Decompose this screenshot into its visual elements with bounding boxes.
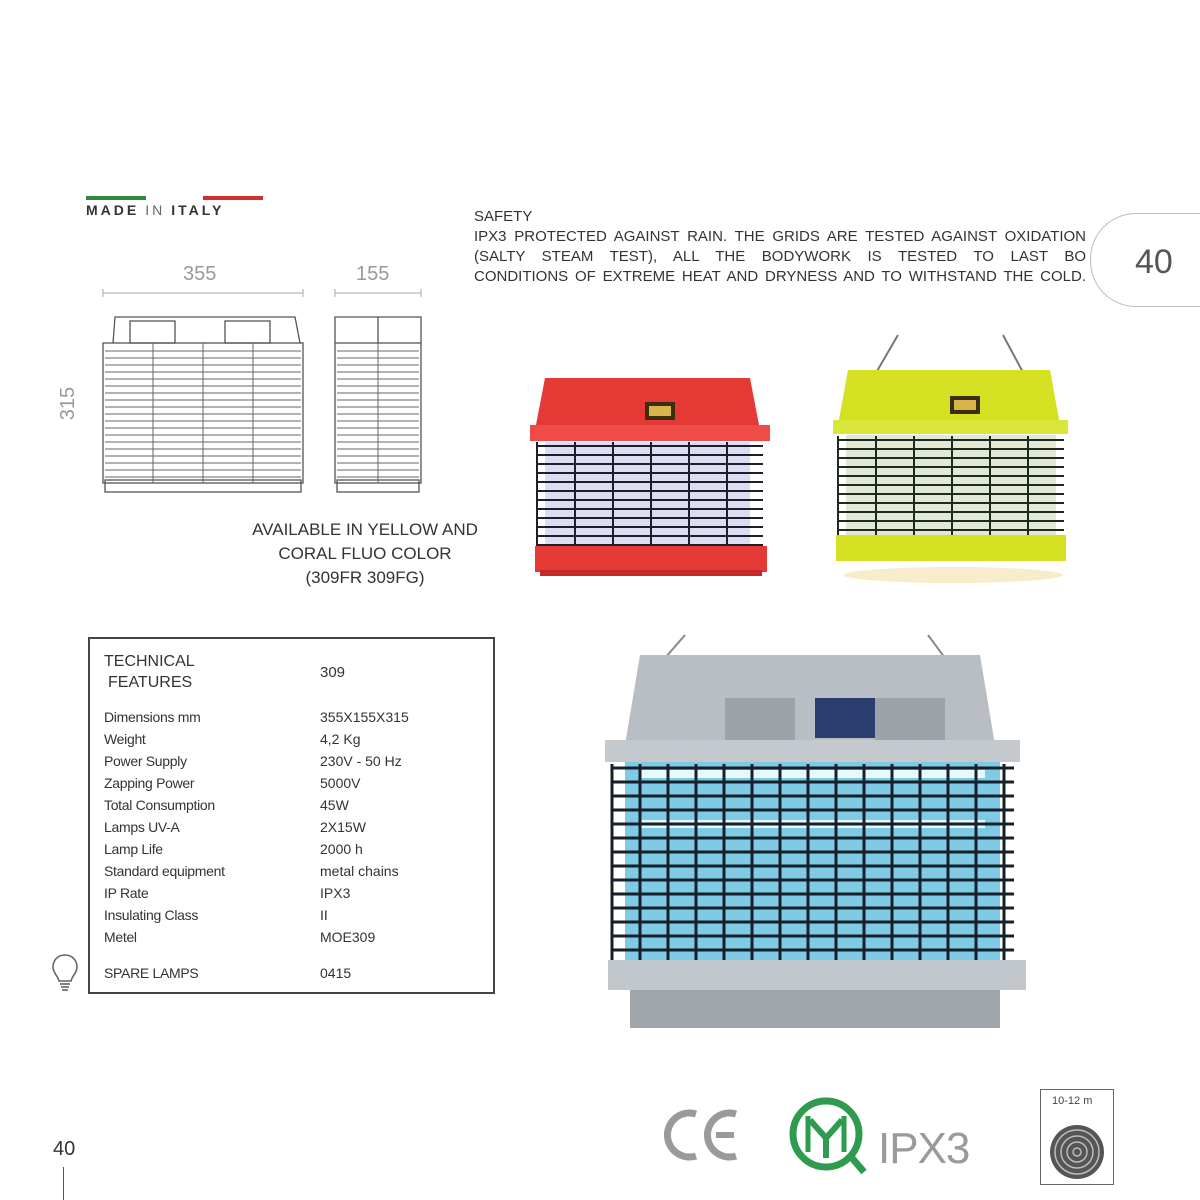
safety-line-1: IPX3 PROTECTED AGAINST RAIN. THE GRIDS ARE TESTED AGAINST OXIDATION xyxy=(474,228,1086,245)
spec-label: Power Supply xyxy=(104,753,187,769)
in-label: IN xyxy=(145,202,166,218)
spec-value: metal chains xyxy=(320,863,399,879)
safety-section xyxy=(474,207,1086,287)
depth-dimension: 155 xyxy=(356,263,390,285)
spec-row xyxy=(104,709,484,729)
italy-label: ITALY xyxy=(171,202,225,218)
spec-label: Total Consumption xyxy=(104,797,215,813)
spec-value: 2000 h xyxy=(320,841,363,857)
flag-bar-green xyxy=(86,196,146,200)
width-dimension: 355 xyxy=(183,263,217,285)
safety-line-3: CONDITIONS OF EXTREME HEAT AND DRYNESS AND TO WITHSTAND THE COLD. xyxy=(474,268,1086,285)
spec-value: MOE309 xyxy=(320,929,376,945)
technical-heading-line-1: TECHNICAL xyxy=(104,653,195,670)
spec-row xyxy=(104,775,484,795)
safety-title: SAFETY xyxy=(474,208,533,225)
yellow-zapper-image xyxy=(828,330,1073,585)
spec-label: Lamp Life xyxy=(104,841,163,857)
spec-value: II xyxy=(320,907,328,923)
grey-display-panel xyxy=(815,698,875,738)
spec-row xyxy=(104,731,484,751)
safety-line-2: (SALTY STEAM TEST), ALL THE BODYWORK IS TESTED TO LAST BO xyxy=(474,248,1086,265)
spec-label: Lamps UV-A xyxy=(104,819,180,835)
made-label: MADE xyxy=(86,202,140,218)
spec-value: 45W xyxy=(320,797,349,813)
spec-row xyxy=(104,819,484,839)
spec-label: Weight xyxy=(104,731,146,747)
availability-line-3: (309FR 309FG) xyxy=(305,568,425,587)
grey-zapper-image xyxy=(600,630,1030,1035)
spec-row xyxy=(104,929,484,949)
spec-row xyxy=(104,797,484,817)
spec-label: Standard equipment xyxy=(104,863,225,879)
imq-mark-icon xyxy=(788,1096,868,1176)
spec-row xyxy=(104,885,484,905)
spare-lamps-value: 0415 xyxy=(320,965,352,981)
page-number: 40 xyxy=(53,1138,76,1160)
lightbulb-icon xyxy=(52,953,78,993)
spec-label: Zapping Power xyxy=(104,775,195,791)
ipx3-label: IPX3 xyxy=(878,1124,970,1173)
spare-lamps-label: SPARE LAMPS xyxy=(104,965,199,981)
spec-value: 5000V xyxy=(320,775,361,791)
ce-mark-icon xyxy=(664,1106,742,1164)
spec-value: 4,2 Kg xyxy=(320,731,361,747)
spec-label: IP Rate xyxy=(104,885,149,901)
spec-label: Metel xyxy=(104,929,137,945)
availability-line-1: AVAILABLE IN YELLOW AND xyxy=(252,520,478,539)
spec-row xyxy=(104,863,484,883)
spec-value: 230V - 50 Hz xyxy=(320,753,402,769)
model-number: 309 xyxy=(320,664,346,681)
spec-row xyxy=(104,753,484,773)
technical-heading xyxy=(104,651,195,693)
spare-lamps-row xyxy=(104,965,484,985)
spec-row xyxy=(104,907,484,927)
height-dimension: 315 xyxy=(57,386,80,421)
technical-heading-line-2: FEATURES xyxy=(108,674,193,691)
spec-label: Insulating Class xyxy=(104,907,199,923)
technical-drawing xyxy=(95,285,435,500)
spec-label: Dimensions mm xyxy=(104,709,201,725)
availability-line-2: CORAL FLUO COLOR xyxy=(278,544,452,563)
page-number-rule xyxy=(63,1167,64,1200)
spec-value: 2X15W xyxy=(320,819,366,835)
flag-bar-red xyxy=(203,196,263,200)
page-tab-number: 40 xyxy=(1135,243,1173,281)
spec-value: 355X155X315 xyxy=(320,709,409,725)
spec-value: IPX3 xyxy=(320,885,351,901)
coral-zapper-image xyxy=(525,370,775,585)
spec-row xyxy=(104,841,484,861)
availability-note xyxy=(230,518,500,590)
range-target-icon xyxy=(1045,1122,1109,1182)
range-label: 10-12 m xyxy=(1052,1095,1093,1107)
